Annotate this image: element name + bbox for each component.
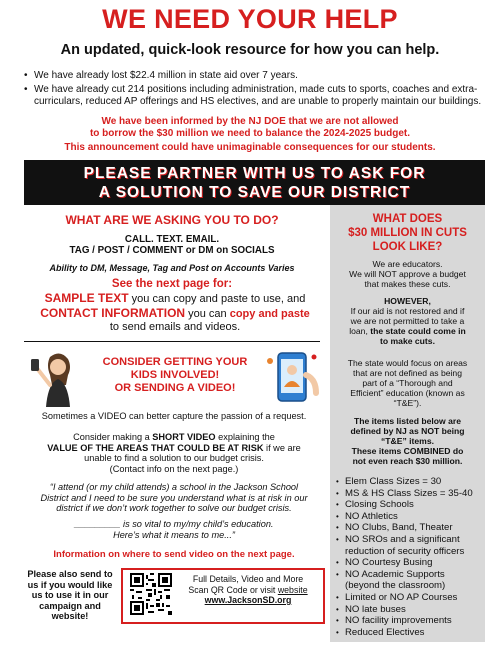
sidebar-line: to make cuts. [380,336,435,346]
banner-line: PLEASE PARTNER WITH US TO ASK FOR [83,164,426,182]
sidebar-line: that are not defined as being [353,368,462,378]
list-item: • NO facility improvements [336,615,481,627]
list-item: • NO Academic Supports (beyond the classroom) [336,569,481,592]
website-link[interactable]: website [277,584,308,595]
sample-text-paragraph [35,292,315,335]
list-item: • MS & HS Class Sizes = 35-40 [336,488,481,500]
list-item: • Reduced Electives [336,627,481,639]
video-instructions [24,432,324,474]
involve-line: OR SENDING A VIDEO! [114,382,236,394]
sidebar-line: If our aid is not restored and if [350,306,465,316]
list-item: • Elem Class Sizes = 30 [336,476,481,488]
sidebar-line: that makes these cuts. [364,279,451,289]
qr-line [175,585,321,596]
list-item: • Limited or NO AP Courses [336,592,481,604]
sidebar-line: Efficient” education (known as [350,388,465,398]
qr-scan-text: Scan QR Code or visit [188,584,278,595]
however-heading: HOWEVER, [384,296,431,306]
call-to-action [24,234,320,256]
sample-quote [24,482,324,514]
quote-line: Here’s what it means to me...” [113,529,235,540]
list-item: • NO SROs and a significant reduction of security officers [336,534,481,557]
see-next-heading: See the next page for: [111,278,233,290]
facts-list [24,70,486,110]
contact-note: (Contact info on the next page.) [109,463,239,474]
page-title: WE NEED YOUR HELP [102,4,398,34]
consider-text-end: explaining the [215,432,275,442]
short-video-label: SHORT VIDEO [152,432,216,442]
contact-info-label: CONTACT INFORMATION [40,305,186,320]
list-item: • NO Athletics [336,511,481,523]
consequence-text: This announcement could have unimaginable consequences for our students. [64,142,436,153]
sidebar-line [336,326,479,336]
copy-paste-label: copy and paste [229,307,310,320]
sidebar-line: part of a “Thorough and [362,378,453,388]
partner-banner [24,160,485,205]
state-focus-paragraph [336,358,479,408]
sidebar-title-line: $30 MILLION IN CUTS [348,227,467,239]
involve-line: CONSIDER GETTING YOUR [102,356,248,368]
sidebar-line: “T&E”). [393,398,422,408]
involve-line: KIDS INVOLVED! [130,369,220,381]
quote-line: district if we don’t work together to solve our budget crisis. [56,503,292,513]
section-divider [24,341,320,342]
sidebar-title [330,212,485,254]
qr-info-text [175,574,321,606]
list-item: • We have already cut 214 positions including administration, made cuts to sports, coaches and extra-curriculars, reduced AP offerings and HS electives, and are unable to properly maintain our buildings. [24,84,486,109]
sidebar-title-line: LOOK LIKE? [372,241,443,253]
doe-notice [40,116,460,140]
sidebar-line: We are educators. [372,259,443,269]
banner-line: A SOLUTION TO SAVE OUR DISTRICT [98,183,411,201]
please-send-note: Please also send to us if you would like us to use it in our campaign and website! [27,569,113,621]
call-line: TAG / POST / COMMENT or DM on SOCIALS [69,245,275,256]
sidebar-bold-text: the state could come in [370,326,466,336]
qr-code-icon[interactable] [130,573,172,615]
video-intro: Sometimes a VIDEO can better capture the passion of a request. [41,411,307,421]
sidebar-line: not even reach $30 million. [352,456,463,466]
ability-note: Ability to DM, Message, Tag and Post on Accounts Varies [49,263,295,273]
sidebar-line: defined by NJ as NOT being [350,426,465,436]
list-item: • NO Clubs, Band, Theater [336,522,481,534]
list-item: • NO Courtesy Busing [336,557,481,569]
cuts-list [336,476,481,638]
contact-info-mid: you can [185,307,230,320]
page-subtitle: An updated, quick-look resource for how you can help. [60,42,440,58]
list-item: • NO late buses [336,604,481,616]
sidebar-line: We will NOT approve a budget [349,269,466,279]
doe-notice-line: to borrow the $30 million we need to balance the 2024-2025 budget. [89,128,411,139]
sidebar-text: loan, [349,326,371,336]
sample-quote-end [24,519,324,540]
sidebar-line: we are not permitted to take a [350,316,465,326]
kids-involved-heading [95,356,255,395]
sample-text-rest: you can copy and paste to use, and [128,293,306,305]
contact-info-end: to send emails and videos. [109,321,241,333]
sidebar-line: “T&E” items. [380,436,434,446]
website-url-link[interactable]: www.JacksonSD.org [204,595,292,605]
sidebar-line: These items COMBINED do [351,446,464,456]
ask-heading: WHAT ARE WE ASKING YOU TO DO? [65,213,279,227]
value-rest: if we are [263,442,301,453]
quote-line: District and I need to be sure you understand what is at risk in our [40,492,308,503]
however-paragraph [336,296,479,346]
sidebar-line: The state would focus on areas [347,358,468,368]
selfie-person-icon [28,347,88,407]
consider-text: Consider making a [73,432,153,442]
list-item: • Closing Schools [336,499,481,511]
unable-text: unable to find a solution to our budget crisis. [84,453,264,463]
qr-line: Full Details, Video and More [192,574,304,584]
quote-line: “I attend (or my child attends) a school in the Jackson School [49,482,299,492]
video-phone-icon [262,347,322,407]
quote-line: _________ is so vital to my/my child’s education. [74,519,274,529]
items-defined-paragraph [336,416,479,466]
call-line: CALL. TEXT. EMAIL. [124,234,220,245]
sample-text-label: SAMPLE TEXT [44,291,129,305]
send-video-info: Information on where to send video on the next page. [53,549,295,560]
sidebar-line: The items listed below are [354,416,461,426]
educators-paragraph [336,259,479,289]
list-item: • We have already lost $22.4 million in state aid over 7 years. [24,70,486,83]
doe-notice-line: We have been informed by the NJ DOE that we are not allowed [101,116,399,127]
sidebar-title-line: WHAT DOES [372,213,443,225]
value-at-risk-label: VALUE OF THE AREAS THAT COULD BE AT RISK [47,442,264,453]
